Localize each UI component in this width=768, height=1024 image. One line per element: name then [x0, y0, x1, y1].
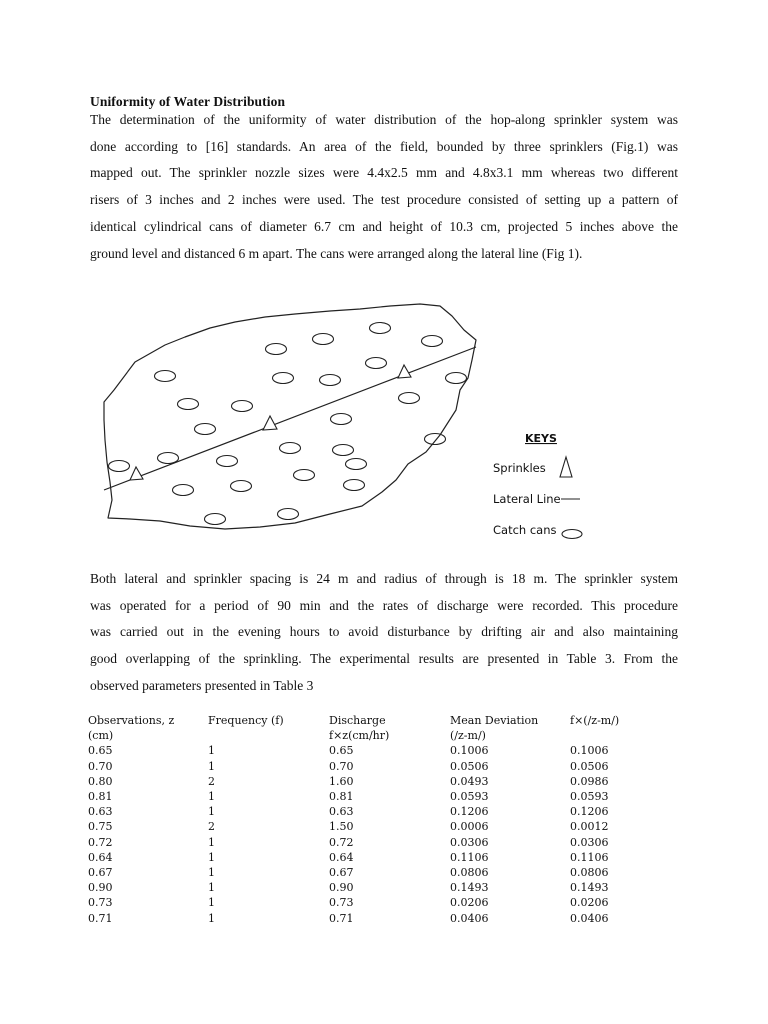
cell-observation: 0.64	[88, 850, 113, 864]
cell-frequency: 1	[208, 759, 215, 773]
header-mean-deviation: Mean Deviation	[450, 714, 539, 727]
cell-discharge: 1.50	[329, 820, 354, 834]
catch-can-icon	[333, 445, 354, 456]
catch-can-icon	[278, 509, 299, 520]
catch-can-icon	[178, 399, 199, 410]
cell-f-times-deviation: 0.0206	[570, 896, 609, 910]
cell-frequency: 1	[208, 835, 215, 849]
cell-observation: 0.73	[88, 896, 113, 910]
header-frequency-unit	[208, 728, 329, 743]
cell-frequency: 2	[208, 774, 215, 788]
header-discharge-unit: f×z(cm/hr)	[329, 729, 390, 743]
cell-frequency: 1	[208, 881, 215, 895]
catch-can-icon	[313, 334, 334, 345]
header-observations: Observations, z	[88, 714, 175, 727]
cell-f-times-deviation: 0.0593	[570, 790, 609, 804]
key-lateral-line-label: Lateral Line	[493, 492, 561, 506]
cell-frequency: 1	[208, 896, 215, 910]
sprinkler-icon	[398, 365, 411, 378]
table-row	[88, 759, 650, 774]
catch-can-icon	[422, 336, 443, 347]
lateral-line	[104, 347, 476, 490]
field-layout-figure	[90, 290, 610, 550]
catch-can-icon	[231, 481, 252, 492]
cell-frequency: 1	[208, 744, 215, 758]
key-catch-cans-label: Catch cans	[493, 523, 557, 537]
sprinkler-icon	[263, 416, 277, 430]
cell-discharge: 0.73	[329, 896, 354, 910]
key-sprinkler-icon	[560, 457, 572, 477]
cell-observation: 0.75	[88, 820, 113, 834]
table-row	[88, 774, 650, 789]
cell-f-times-deviation: 0.1006	[570, 744, 609, 758]
paragraph-line: mapped out. The sprinkler nozzle sizes were 4.4x2.5 mm and 4.8x3.1 mm whereas two different	[90, 165, 678, 181]
catch-can-icon	[173, 485, 194, 496]
cell-mean-deviation: 0.0406	[450, 911, 489, 925]
table-row	[88, 895, 650, 910]
paragraph-line: risers of 3 inches and 2 inches were used. The test procedure consisted of setting up a pattern of	[90, 192, 678, 208]
cell-f-times-deviation: 0.0406	[570, 911, 609, 925]
paragraph-line: ground level and distanced 6 m apart. The cans were arranged along the lateral line (Fig 1).	[90, 245, 583, 261]
catch-can-icon	[217, 456, 238, 467]
catch-can-icon	[346, 459, 367, 470]
header-discharge: Discharge	[329, 714, 386, 727]
paragraph-line: good overlapping of the sprinkling. The experimental results are presented in Table 3. From the	[90, 651, 678, 667]
cell-f-times-deviation: 0.1106	[570, 850, 609, 864]
cell-mean-deviation: 0.0506	[450, 759, 489, 773]
table-row	[88, 789, 650, 804]
paragraph-line: The determination of the uniformity of water distribution of the hop-along sprinkler system was	[90, 112, 678, 127]
cell-mean-deviation: 0.1106	[450, 850, 489, 864]
table-row	[88, 865, 650, 880]
cell-discharge: 0.90	[329, 881, 354, 895]
cell-observation: 0.67	[88, 866, 113, 880]
cell-f-times-deviation: 0.0506	[570, 759, 609, 773]
cell-observation: 0.63	[88, 805, 113, 819]
cell-f-times-deviation: 0.0306	[570, 835, 609, 849]
cell-mean-deviation: 0.1206	[450, 805, 489, 819]
cell-f-times-deviation: 0.0806	[570, 866, 609, 880]
sprinkler-icon	[130, 467, 143, 480]
catch-can-icon	[425, 434, 446, 445]
catch-can-icon	[273, 373, 294, 384]
cell-discharge: 0.71	[329, 911, 354, 925]
catch-can-icon	[232, 401, 253, 412]
cell-f-times-deviation: 0.0012	[570, 820, 609, 834]
results-table	[88, 713, 650, 926]
header-frequency: Frequency (f)	[208, 714, 284, 727]
table-row	[88, 850, 650, 865]
cell-observation: 0.81	[88, 790, 113, 804]
cell-discharge: 0.72	[329, 835, 354, 849]
table-row	[88, 819, 650, 834]
paragraph-line: done according to [16] standards. An area of the field, bounded by three sprinklers (Fig.1) was	[90, 138, 678, 154]
catch-can-icon	[366, 358, 387, 369]
catch-can-icon	[195, 424, 216, 435]
cell-f-times-deviation: 0.1206	[570, 805, 609, 819]
cell-mean-deviation: 0.0593	[450, 790, 489, 804]
catch-can-icon	[320, 375, 341, 386]
table-header-row	[88, 713, 650, 728]
cell-discharge: 0.65	[329, 744, 354, 758]
paragraph-line: identical cylindrical cans of diameter 6.7 cm and height of 10.3 cm, projected 5 inches above the	[90, 218, 678, 234]
cell-observation: 0.90	[88, 881, 113, 895]
cell-observation: 0.70	[88, 759, 113, 773]
paragraph-line: was carried out in the evening hours to avoid disturbance by drifting air and also maintaining	[90, 624, 678, 640]
cell-f-times-deviation: 0.1493	[570, 881, 609, 895]
catch-can-icon	[294, 470, 315, 481]
key-sprinkles-label: Sprinkles	[493, 461, 546, 475]
header-mean-deviation-unit: (/z-m/)	[450, 729, 486, 743]
cell-mean-deviation: 0.1006	[450, 744, 489, 758]
table-header-row	[88, 728, 650, 743]
key-catch-can-icon	[562, 530, 582, 539]
table-row	[88, 804, 650, 819]
cell-mean-deviation: 0.0806	[450, 866, 489, 880]
field-boundary	[104, 304, 476, 529]
cell-discharge: 0.67	[329, 866, 354, 880]
paragraph-line: Both lateral and sprinkler spacing is 24 m and radius of through is 18 m. The sprinkler system	[90, 571, 678, 586]
catch-can-icon	[266, 344, 287, 355]
cell-observation: 0.71	[88, 911, 113, 925]
paragraph-methodology	[90, 107, 678, 267]
cell-frequency: 1	[208, 866, 215, 880]
paragraph-results	[90, 566, 678, 700]
cell-mean-deviation: 0.0006	[450, 820, 489, 834]
cell-discharge: 0.81	[329, 790, 354, 804]
cell-discharge: 1.60	[329, 774, 354, 788]
catch-can-icon	[280, 443, 301, 454]
cell-observation: 0.72	[88, 835, 113, 849]
catch-can-icon	[344, 480, 365, 491]
catch-can-icon	[370, 323, 391, 334]
header-f-times-deviation: f×(/z-m/)	[570, 714, 620, 727]
catch-can-icon	[446, 373, 467, 384]
keys-title: KEYS	[525, 432, 557, 445]
cell-frequency: 2	[208, 820, 215, 834]
cell-frequency: 1	[208, 911, 215, 925]
header-f-times-deviation-unit	[570, 728, 650, 743]
cell-f-times-deviation: 0.0986	[570, 774, 609, 788]
section-heading: Uniformity of Water Distribution	[90, 94, 286, 109]
cell-mean-deviation: 0.1493	[450, 881, 489, 895]
catch-can-icon	[158, 453, 179, 464]
paragraph-line: observed parameters presented in Table 3	[90, 677, 314, 693]
cell-observation: 0.65	[88, 744, 113, 758]
catch-can-icon	[399, 393, 420, 404]
table-row	[88, 743, 650, 758]
cell-observation: 0.80	[88, 774, 113, 788]
catch-can-icon	[205, 514, 226, 525]
cell-discharge: 0.64	[329, 850, 354, 864]
cell-discharge: 0.70	[329, 759, 354, 773]
cell-frequency: 1	[208, 850, 215, 864]
paragraph-line: was operated for a period of 90 min and the rates of discharge were recorded. This procedure	[90, 597, 678, 613]
catch-cans	[109, 323, 467, 525]
table-row	[88, 835, 650, 850]
cell-mean-deviation: 0.0206	[450, 896, 489, 910]
table-row	[88, 880, 650, 895]
catch-can-icon	[109, 461, 130, 472]
cell-mean-deviation: 0.0493	[450, 774, 489, 788]
cell-frequency: 1	[208, 790, 215, 804]
cell-discharge: 0.63	[329, 805, 354, 819]
catch-can-icon	[155, 371, 176, 382]
table-row	[88, 911, 650, 926]
catch-can-icon	[331, 414, 352, 425]
cell-mean-deviation: 0.0306	[450, 835, 489, 849]
header-observations-unit: (cm)	[88, 729, 114, 743]
cell-frequency: 1	[208, 805, 215, 819]
